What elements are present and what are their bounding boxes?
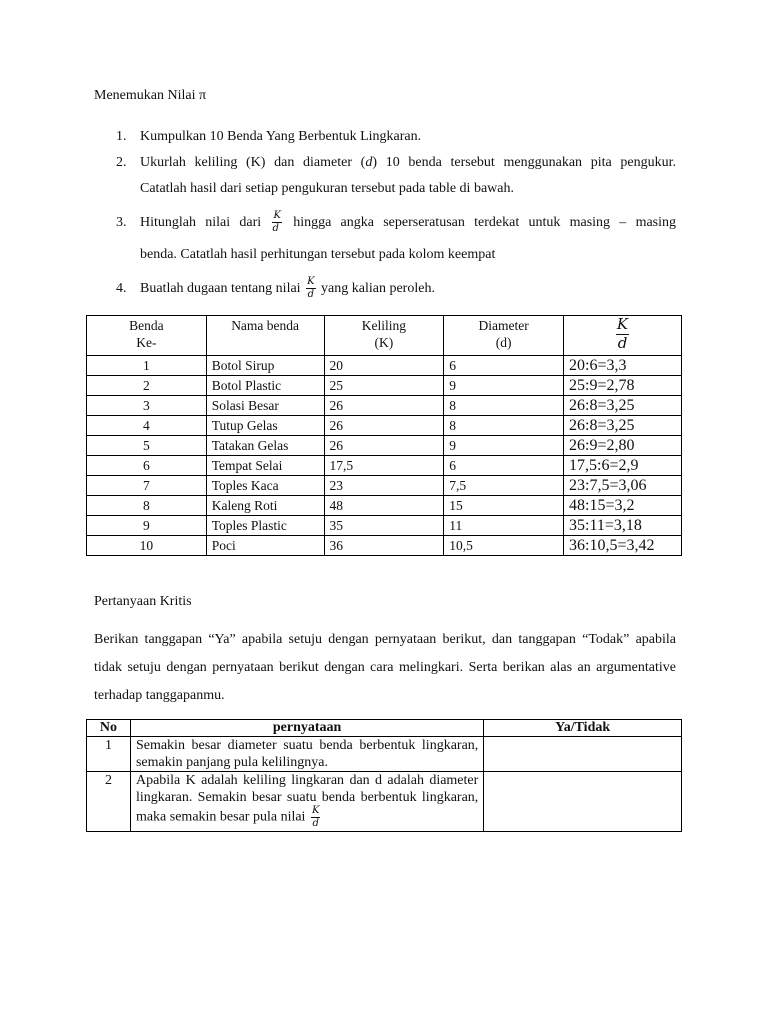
ratio-value: 36:10,5=3,42 — [564, 536, 682, 556]
diameter-value: 10,5 — [444, 536, 564, 556]
col-header-nama: Nama benda — [206, 316, 324, 356]
critical-heading: Pertanyaan Kritis — [94, 594, 192, 609]
diameter-value: 7,5 — [444, 476, 564, 496]
table-row — [87, 536, 682, 556]
ratio-value: 25:9=2,78 — [564, 376, 682, 396]
col-header-benda: Benda Ke- — [87, 316, 207, 356]
step-number: 4. — [116, 281, 127, 296]
table-header-row — [87, 316, 682, 356]
k-over-d-fraction: $\frac{K}{d}$ — [272, 210, 281, 235]
statement-text: Apabila K adalah keliling lingkaran dan d adalah diameter lingkaran. Semakin besar suatu benda berbentuk lingkaran, maka semakin besar pula nilai $\frac{K}{d}$ — [130, 772, 483, 832]
ratio-value: 35:11=3,18 — [564, 516, 682, 536]
step-text: Ukurlah keliling (K) dan diameter (d) 10 benda tersebut menggunakan pita pengukur. — [140, 155, 676, 170]
diameter-value: 11 — [444, 516, 564, 536]
object-name: Tempat Selai — [206, 456, 324, 476]
answer-cell[interactable] — [484, 737, 682, 772]
statement-table — [86, 719, 682, 832]
object-name: Kaleng Roti — [206, 496, 324, 516]
circumference-value: 36 — [324, 536, 444, 556]
ratio-value: 26:8=3,25 — [564, 396, 682, 416]
diameter-value: 8 — [444, 396, 564, 416]
step-4 — [110, 272, 676, 306]
row-index: 2 — [87, 376, 207, 396]
diameter-value: 15 — [444, 496, 564, 516]
object-name: Tatakan Gelas — [206, 436, 324, 456]
col-header-pernyataan: pernyataan — [130, 720, 483, 737]
object-name: Toples Plastic — [206, 516, 324, 536]
row-index: 7 — [87, 476, 207, 496]
k-over-d-fraction: $\frac{K}{d}$ — [307, 276, 315, 301]
row-index: 8 — [87, 496, 207, 516]
step-number: 3. — [116, 215, 127, 230]
col-header-diameter: Diameter (d) — [444, 316, 564, 356]
ratio-value: 23:7,5=3,06 — [564, 476, 682, 496]
object-name: Botol Plastic — [206, 376, 324, 396]
circumference-value: 26 — [324, 396, 444, 416]
object-name: Toples Kaca — [206, 476, 324, 496]
table-row — [87, 496, 682, 516]
ratio-value: 26:8=3,25 — [564, 416, 682, 436]
measurement-table — [86, 315, 682, 556]
circumference-value: 26 — [324, 436, 444, 456]
row-index: 10 — [87, 536, 207, 556]
object-name: Tutup Gelas — [206, 416, 324, 436]
step-2 — [110, 150, 676, 202]
instruction-list — [110, 124, 676, 306]
object-name: Botol Sirup — [206, 356, 324, 376]
table-row — [87, 456, 682, 476]
col-header-no: No — [87, 720, 131, 737]
circumference-value: 23 — [324, 476, 444, 496]
diameter-value: 8 — [444, 416, 564, 436]
row-index: 3 — [87, 396, 207, 416]
ratio-value: 26:9=2,80 — [564, 436, 682, 456]
step-3 — [110, 206, 676, 270]
col-header-k-over-d: $\frac{K}{d}$ — [564, 316, 682, 356]
table-row — [87, 476, 682, 496]
step-text: Kumpulkan 10 Benda Yang Berbentuk Lingkaran. — [140, 129, 422, 144]
circumference-value: 35 — [324, 516, 444, 536]
diameter-value: 9 — [444, 376, 564, 396]
table-row — [87, 416, 682, 436]
diameter-value: 9 — [444, 436, 564, 456]
answer-cell[interactable] — [484, 772, 682, 832]
page-title: Menemukan Nilai π — [94, 88, 207, 103]
table-row — [87, 356, 682, 376]
row-index: 1 — [87, 356, 207, 376]
circumference-value: 48 — [324, 496, 444, 516]
step-text-line2: benda. Catatlah hasil perhitungan tersebut pada kolom keempat — [140, 247, 496, 262]
col-header-ya-tidak: Ya/Tidak — [484, 720, 682, 737]
step-number: 1. — [116, 129, 127, 144]
row-index: 6 — [87, 456, 207, 476]
ratio-value: 17,5:6=2,9 — [564, 456, 682, 476]
step-1 — [110, 124, 676, 150]
table-row — [87, 516, 682, 536]
step-text: Hitunglah nilai dari $\frac{K}{d}$ hingga angka seperseratusan terdekat untuk masing – masing — [140, 210, 677, 235]
table-row — [87, 737, 682, 772]
table-row — [87, 436, 682, 456]
critical-instructions: Berikan tanggapan “Ya” apabila setuju dengan pernyataan berikut, dan tanggapan “Todak” apabila tidak setuju dengan pernyataan berikut dengan cara melingkari. Serta berikan alas an argumentative terhadap tanggapanmu. — [94, 632, 676, 703]
diameter-value: 6 — [444, 456, 564, 476]
col-header-keliling: Keliling (K) — [324, 316, 444, 356]
diameter-value: 6 — [444, 356, 564, 376]
row-number: 2 — [87, 772, 131, 832]
circumference-value: 20 — [324, 356, 444, 376]
ratio-value: 20:6=3,3 — [564, 356, 682, 376]
circumference-value: 17,5 — [324, 456, 444, 476]
statement-text: Semakin besar diameter suatu benda berbentuk lingkaran, semakin panjang pula kelilingnya. — [130, 737, 483, 772]
object-name: Solasi Besar — [206, 396, 324, 416]
row-index: 5 — [87, 436, 207, 456]
table-row — [87, 376, 682, 396]
k-over-d-fraction: $\frac{K}{d}$ — [311, 805, 320, 829]
step-text: Buatlah dugaan tentang nilai $\frac{K}{d}$ yang kalian peroleh. — [140, 276, 435, 301]
circumference-value: 26 — [324, 416, 444, 436]
row-number: 1 — [87, 737, 131, 772]
step-text-line2: Catatlah hasil dari setiap pengukuran tersebut pada table di bawah. — [140, 181, 514, 196]
table-row — [87, 396, 682, 416]
row-index: 9 — [87, 516, 207, 536]
circumference-value: 25 — [324, 376, 444, 396]
object-name: Poci — [206, 536, 324, 556]
table-header-row — [87, 720, 682, 737]
row-index: 4 — [87, 416, 207, 436]
step-number: 2. — [116, 155, 127, 170]
ratio-value: 48:15=3,2 — [564, 496, 682, 516]
table-row — [87, 772, 682, 832]
